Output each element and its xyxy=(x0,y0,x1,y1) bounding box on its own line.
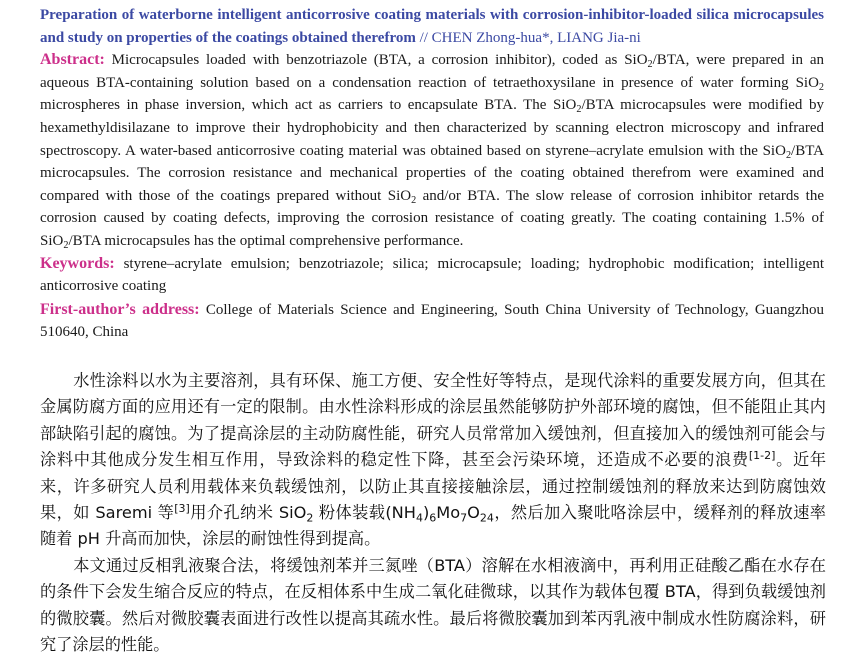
abstract-text-7: /BTA microcapsules has the optimal comprehensive performance. xyxy=(68,232,464,249)
paper-title: Preparation of waterborne intelligent anticorrosive coating materials with corrosion-inhibitor-loaded silica microcapsules and study on properties of the coatings obtained therefrom xyxy=(40,7,824,46)
address-label: First-author’s address: xyxy=(40,300,200,318)
body-text: 粉体装载(NH xyxy=(313,503,416,523)
citation-ref: [3] xyxy=(174,501,190,515)
keywords-text: styrene–acrylate emulsion; benzotriazole; silica; microcapsule; loading; hydrophobic modification; intelligent anticorrosive coating xyxy=(40,255,824,295)
abstract-text-3: microspheres in phase inversion, which act as carriers to encapsulate BTA. The SiO xyxy=(40,97,577,114)
body-paragraph-1 xyxy=(40,368,826,553)
body-text: 用介孔纳米 SiO xyxy=(189,503,307,523)
subscript-4: 4 xyxy=(415,511,423,525)
title-line xyxy=(40,4,824,49)
citation-ref: [1-2] xyxy=(748,449,776,463)
body-text: 。近年来，许多研究人员利用载体来负载缓蚀剂，以防止其直接接触涂层，通过控制缓蚀剂的释放来达到防腐蚀效果，如 Saremi 等 xyxy=(40,450,827,523)
abstract-text-2: /BTA, were prepared in an aqueous BTA-containing solution based on a condensation reaction of tetraethoxysilane in presence of water forming SiO xyxy=(40,52,825,91)
abstract-text-6: and/or BTA. The slow release of corrosion inhibitor retards the corrosion caused by coating defects, improving the corrosion resistance of coating greatly. The coating containing 1.5% of SiO xyxy=(40,187,824,249)
subscript-2: 2 xyxy=(411,194,417,206)
subscript-2: 2 xyxy=(785,149,792,161)
subscript-6: 6 xyxy=(429,511,437,525)
body-text: O xyxy=(467,503,480,523)
subscript-2: 2 xyxy=(818,81,824,93)
subscript-2: 2 xyxy=(306,511,314,525)
subscript-2: 2 xyxy=(63,239,69,251)
body-text: ，然后加入聚吡咯涂层中，缓释剂的释放速率随着 pH 升高而加快，涂层的耐蚀性得到提高。 xyxy=(40,503,826,549)
abstract-label: Abstract: xyxy=(40,51,105,69)
body-paragraph-2: 本文通过反相乳液聚合法，将缓蚀剂苯并三氮唑（BTA）溶解在水相液滴中，再利用正硅酸乙酯在水存在的条件下会发生缩合反应的特点，在反相体系中生成二氧化硅微球，以其作为载体包覆 BTA，得到负载缓蚀剂的微胶囊。然后对微胶囊表面进行改性以提高其疏水性。最后将微胶囊加到苯丙乳液中制成水性防腐涂料，研究了涂层的性能。 xyxy=(40,555,826,655)
english-abstract-block xyxy=(40,4,824,344)
subscript-24: 24 xyxy=(479,511,494,525)
keywords-label: Keywords: xyxy=(40,254,115,272)
paper-authors: // CHEN Zhong-hua*, LIANG Jia-ni xyxy=(415,29,641,46)
chinese-body-block xyxy=(40,368,826,658)
address-text: College of Materials Science and Engineering, South China University of Technology, Guangzhou 510640, China xyxy=(40,301,824,341)
body-text: ) xyxy=(422,503,430,523)
abstract-paragraph xyxy=(40,49,824,252)
address-paragraph xyxy=(40,299,824,344)
abstract-text-5: /BTA microcapsules. The corrosion resistance and mechanical properties of the coating obtained therefrom were examined and compared with those of the coatings prepared without SiO xyxy=(40,142,824,204)
subscript-7: 7 xyxy=(460,511,468,525)
abstract-text-1: Microcapsules loaded with benzotriazole (BTA, a corrosion inhibitor), coded as SiO xyxy=(104,52,648,69)
subscript-2: 2 xyxy=(576,104,582,116)
body-text: 水性涂料以水为主要溶剂，具有环保、施工方便、安全性好等特点，是现代涂料的重要发展方向，但其在金属防腐方面的应用还有一定的限制。由水性涂料形成的涂层虽然能够防护外部环境的腐蚀，但不能阻止其内部缺陷引起的腐蚀。为了提高涂层的主动防腐性能，研究人员常常加入缓蚀剂，但直接加入的缓蚀剂可能会与涂料中其他成分发生相互作用，导致涂料的稳定性下降，甚至会污染环境，还造成不必要的浪费 xyxy=(40,371,826,470)
keywords-paragraph xyxy=(40,253,824,298)
abstract-text-4: /BTA microcapsules were modified by hexamethyldisilazane to improve their hydrophobicity and then characterized by scanning electron microscopy and infrared spectroscopy. A water-based anticorrosive coating material was obtained based on styrene–acrylate emulsion with the SiO xyxy=(40,97,824,159)
subscript-2: 2 xyxy=(647,59,653,71)
body-text: Mo xyxy=(436,503,461,523)
